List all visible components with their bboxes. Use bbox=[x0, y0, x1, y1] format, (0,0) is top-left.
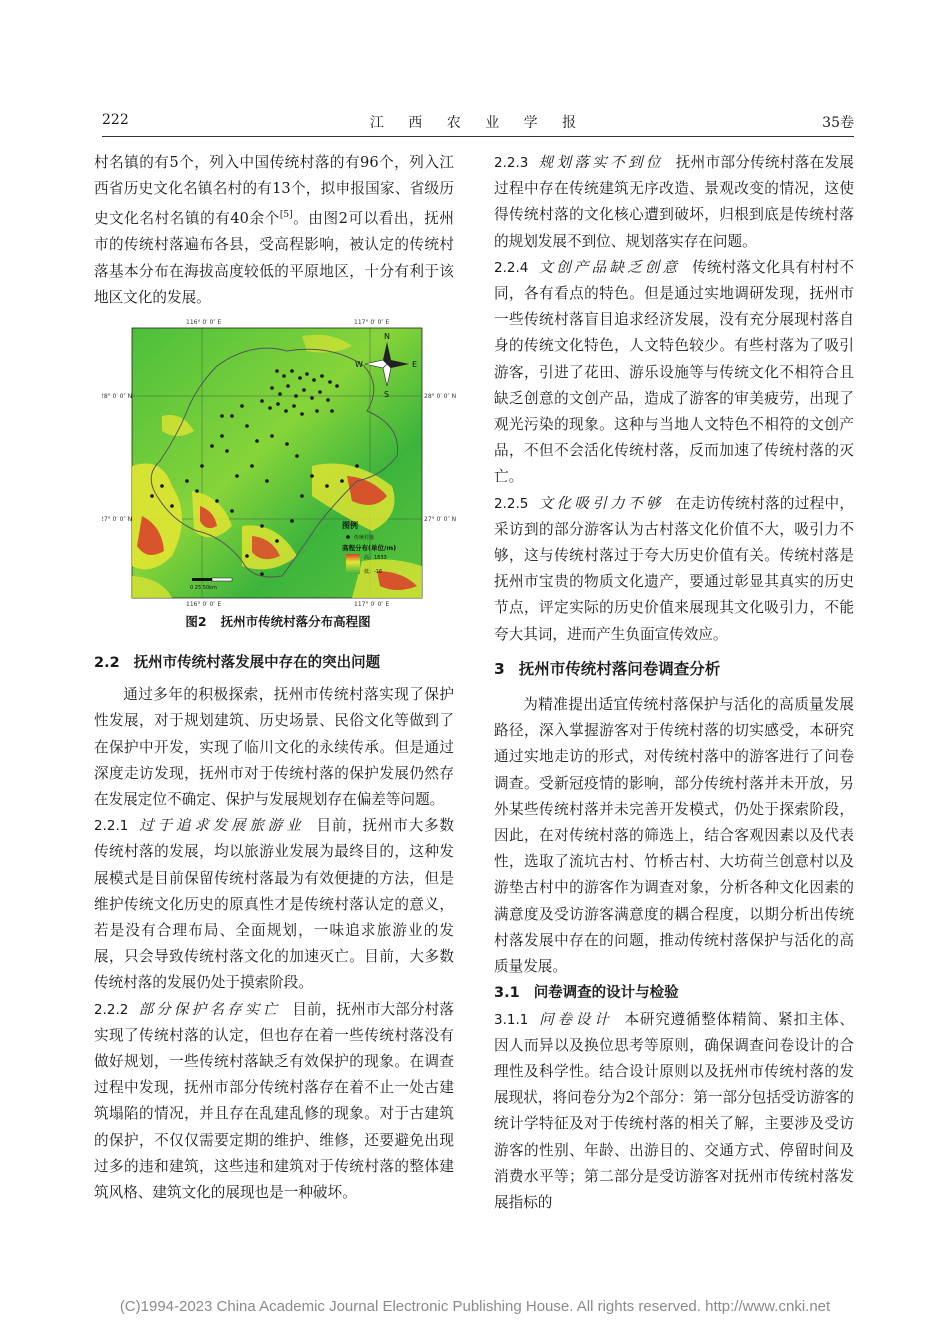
svg-text:W: W bbox=[355, 360, 363, 369]
lon-label-left: 116° 0′ 0″ E bbox=[186, 319, 222, 326]
legend-village-dot bbox=[346, 535, 350, 539]
legend-low-label: 低：-16 bbox=[364, 569, 383, 575]
lat-label-bottom-left: 27° 0′ 0″ N bbox=[102, 516, 133, 523]
journal-title: 江 西 农 业 学 报 bbox=[369, 115, 587, 131]
section-3-paragraph: 为精准提出适宜传统村落保护与活化的高质量发展路径，深入掌握游客对于传统村落的切实感受，本研究通过实地走访的形式，对传统村落中的游客进行了问卷调查。受新冠疫情的影响，部分传统村落并未开放，另外某些传统村落并未完善开发模式，仍处于探索阶段，因此，在对传统村落的筛选上，结合客观因素以及代表性，选取了流坑古村、竹桥古村、大坊荷兰创意村以及游垫古村中的游客作为调查对象，分析各种文化因素的满意度及受访游客满意度的耦合程度，以期分析出传统村落发展中存在的问题，推动传统村落保护与活化的高质量发展。 bbox=[494, 696, 854, 976]
legend-color-ramp bbox=[346, 554, 360, 574]
lon-label-bottom-left: 116° 0′ 0″ E bbox=[186, 601, 222, 608]
section-2-2-1: 2.2.1 过于追求发展旅游业 目前，抚州市大多数传统村落的发展，均以旅游业发展为最终目的，这种发展模式是目前保留传统村落最为有效便捷的方法，但是维护传统文化历史的原真性才是传统村落认定的意义，若是没有合理布局、全面规划，一味追求旅游业的发展，只会导致传统村落文化的加速灭亡。目前，大多数传统村落的发展仍处于摸索阶段。 bbox=[94, 817, 454, 992]
legend-village-label: 传统村落 bbox=[354, 535, 375, 541]
lat-label-top-left: 28° 0′ 0″ N bbox=[102, 393, 133, 400]
header-rule bbox=[102, 136, 854, 137]
legend-elev-title: 高程分布(单位/m) bbox=[342, 544, 397, 552]
section-2-2-2: 2.2.2 部分保护名存实亡 目前，抚州市大部分村落实现了传统村落的认定，但也存在着一些传统村落没有做好规划，一些传统村落缺乏有效保护的现象。在调查过程中发现，抚州市部分传统村落存在着不止一处古建筑塌陷的情况，并且存在乱建乱修的现象。对于古建筑的保护，不仅仅需要定期的维护、维修，还要避免出现过多的违和建筑，这些违和建筑对于传统村落的整体建筑风格、建筑文化的展现也是一种破坏。 bbox=[94, 1000, 454, 1202]
svg-text:N: N bbox=[384, 332, 390, 341]
section-2-2-5: 2.2.5 文化吸引力不够 在走访传统村落的过程中，采访到的部分游客认为古村落文化价值不大，吸引力不够，这与传统村落过于夸大历史价值有关。传统村落是抚州市宝贵的物质文化遗产，要通过彰显其真实的历史节点，评定实际的历史价值来展现其文化吸引力，不能夸大其词，进而产生负面宣传效应。 bbox=[494, 494, 854, 643]
intro-paragraph: 村名镇的有5个，列入中国传统村落的有96个，列入江西省历史文化名镇名村的有13个，拟申报国家、省级历史文化名村名镇的有40余个[5]。由图2可以看出，抚州市的传统村落遍布各县，受高程影响，被认定的传统村落基本分布在海拔高度较低的平原地区，十分有利于该地区文化的发展。 bbox=[94, 154, 454, 306]
subsection-title: 文化吸引力不够 bbox=[538, 494, 664, 512]
section-2-2-paragraph: 通过多年的积极探索，抚州市传统村落实现了保护性发展，对于规划建筑、历史场景、民俗文化等做到了在保护中开发，实现了临川文化的永续传承。但是通过深度走访发现，抚州市对于传统村落的保护发展仍然存在发展定位不确定、保护与发展规划存在偏差等问题。 bbox=[94, 686, 454, 809]
figure-title: 抚州市传统村落分布高程图 bbox=[220, 614, 371, 629]
left-column bbox=[94, 150, 454, 311]
page-number: 222 bbox=[102, 112, 129, 128]
subsection-title: 问卷设计 bbox=[538, 1010, 613, 1028]
svg-text:E: E bbox=[412, 360, 418, 369]
section-2-2-4: 2.2.4 文创产品缺乏创意 传统村落文化具有村村不同，各有看点的特色。但是通过实地调研发现，抚州市一些传统村落盲目追求经济发展，没有充分展现村落自身的传统文化特色，人文特色较少。有些村落为了吸引游客，引进了花田、游乐设施等与传统文化不相符合且缺乏创意的文创产品，造成了游客的审美疲劳，出现了观光污染的现象。这种与当地人文特色不相符的文创产品，不但不会活化传统村落，反而加速了传统村落的灭亡。 bbox=[494, 258, 854, 486]
svg-text:S: S bbox=[384, 390, 390, 399]
section-3-1-1: 3.1.1 问卷设计 本研究遵循整体精简、紧扣主体、因人而异以及换位思考等原则，确保调查问卷设计的合理性及科学性。结合设计原则以及抚州市传统村落的发展现状，将问卷分为2个部分：第一部分包括受访游客的统计学特征及对于传统村落的相关了解，主要涉及受访游客的性别、年龄、出游目的、交通方式、停留时间及消费水平等；第二部分是受访游客对抚州市传统村落发展指标的 bbox=[494, 1010, 854, 1211]
section-2-2-heading: 2.2 抚州市传统村落发展中存在的突出问题 bbox=[94, 655, 381, 671]
subsection-title: 规划落实不到位 bbox=[538, 154, 664, 171]
section-2-2-3: 2.2.3 规划落实不到位 抚州市部分传统村落在发展过程中存在传统建筑无序改造、景观改变的情况，这使得传统村落的文化核心遭到破坏，归根到底是传统村落的规划发展不到位、规划落实存在问题。 bbox=[494, 154, 854, 250]
lat-label-top-right: 28° 0′ 0″ N bbox=[424, 393, 457, 400]
legend-high-label: 高：1833 bbox=[364, 555, 387, 561]
figure-number: 图2 bbox=[185, 614, 207, 629]
section-3-heading: 3 抚州市传统村落问卷调查分析 bbox=[494, 659, 721, 678]
running-header bbox=[102, 112, 854, 136]
lon-label-right: 117° 0′ 0″ E bbox=[354, 319, 390, 326]
lat-label-bottom-right: 27° 0′ 0″ N bbox=[424, 516, 457, 523]
citation: [5] bbox=[279, 210, 293, 221]
subsection-title: 过于追求发展旅游业 bbox=[138, 817, 305, 835]
left-column-lower bbox=[94, 646, 454, 1206]
volume-label: 35卷 bbox=[822, 115, 854, 131]
copyright-footer: (C)1994-2023 China Academic Journal Electronic Publishing House. All rights reserved. http://www.cnki.net bbox=[119, 1298, 831, 1315]
subsection-title: 文创产品缺乏创意 bbox=[538, 258, 681, 276]
legend-title: 图例 bbox=[342, 521, 358, 530]
lon-label-bottom-right: 117° 0′ 0″ E bbox=[354, 601, 390, 608]
figure-map bbox=[102, 316, 462, 616]
right-column bbox=[494, 150, 854, 1216]
section-3-1-heading: 3.1 问卷调查的设计与检验 bbox=[494, 985, 679, 1002]
subsection-title: 部分保护名存实亡 bbox=[138, 1000, 281, 1018]
elevation-map bbox=[102, 316, 462, 616]
figure-caption bbox=[102, 612, 454, 630]
scale-label: 0 25 50km bbox=[190, 585, 217, 591]
